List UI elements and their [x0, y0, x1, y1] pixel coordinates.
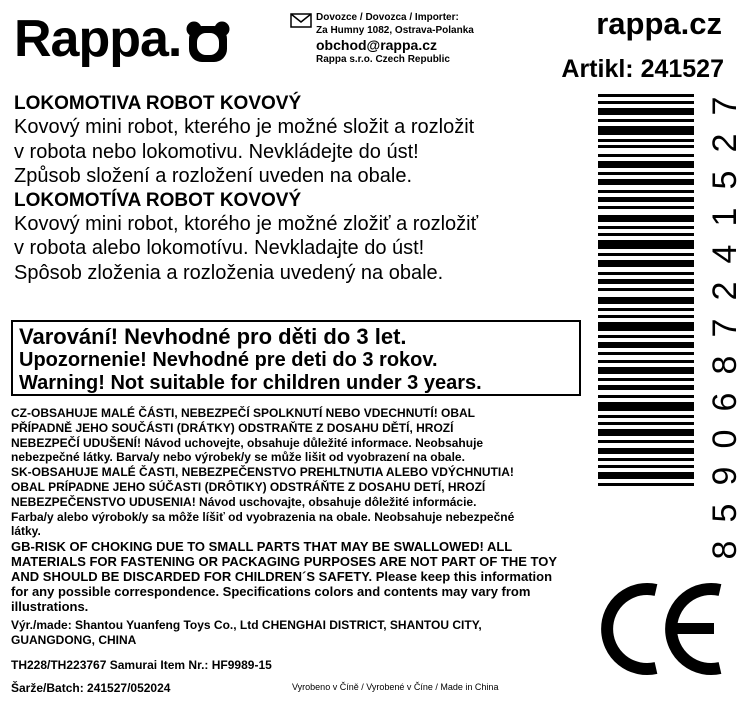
website: rappa.cz	[596, 6, 722, 41]
logo-text: Rappa.	[14, 10, 182, 68]
barcode-bar	[598, 145, 694, 148]
barcode-bar	[598, 108, 694, 115]
batch-number: Šarže/Batch: 241527/052024	[11, 681, 171, 695]
article-number: Artikl: 241527	[561, 55, 724, 83]
barcode-bar	[598, 215, 694, 222]
barcode-bar	[598, 385, 694, 390]
safety-line: AND SHOULD BE DISCARDED FOR CHILDREN´S SAFETY. Please keep this information	[11, 569, 553, 585]
barcode-bar	[598, 154, 694, 157]
item-number: TH228/TH223767 Samurai Item Nr.: HF9989-15	[11, 658, 272, 672]
cz-title: LOKOMOTIVA ROBOT KOVOVÝ	[14, 93, 302, 114]
safety-line: PŘÍPADNĚ JEHO SOUČÁSTI (DRÁTKY) ODSTRAŇTE Z DOSAHU DĚTÍ, HROZÍ	[11, 420, 454, 435]
barcode-digit: 1	[706, 207, 744, 227]
barcode-bar	[598, 172, 694, 175]
barcode-bar	[598, 94, 694, 97]
barcode-bar	[598, 402, 694, 411]
made-in-text: Vyrobeno v Číně / Vyrobené v Číne / Made in China	[292, 682, 499, 692]
importer-company: Rappa s.r.o. Czech Republic	[316, 54, 450, 65]
barcode-bar	[598, 483, 694, 486]
barcode-bar	[598, 288, 694, 291]
safety-line: illustrations.	[11, 599, 89, 615]
importer-address: Za Humny 1082, Ostrava-Polanka	[316, 24, 474, 36]
sk-title: LOKOMOTÍVA ROBOT KOVOVÝ	[14, 189, 302, 211]
safety-line: SK-OBSAHUJE MALÉ ČASTI, NEBEZPEČENSTVO PREHLTNUTIA ALEBO VDÝCHNUTIA!	[11, 465, 514, 480]
cz-line: Způsob složení a rozložení uveden na obale.	[14, 165, 413, 187]
age-warning-box	[11, 320, 581, 396]
warning-sk: Upozornenie! Nevhodné pre deti do 3 rokov.	[19, 349, 438, 371]
safety-line: CZ-OBSAHUJE MALÉ ČÁSTI, NEBEZPEČÍ SPOLKNUTÍ NEBO VDECHNUTÍ! OBAL	[11, 406, 476, 420]
envelope-icon	[290, 13, 312, 28]
barcode-bar	[598, 367, 694, 374]
sk-line: v robota alebo lokomotívu. Nevkladajte do úst!	[14, 237, 425, 259]
barcode-bar	[598, 197, 694, 202]
barcode-bar	[598, 206, 694, 209]
barcode-bar	[598, 297, 694, 304]
barcode-bar	[598, 126, 694, 135]
barcode-bar	[598, 233, 694, 236]
barcode-bar	[598, 472, 694, 479]
barcode-bar	[598, 240, 694, 249]
barcode	[598, 88, 696, 568]
cz-line: Kovový mini robot, kterého je možné složit a rozložit	[14, 116, 475, 138]
warning-en: Warning! Not suitable for children under 3 years.	[19, 372, 482, 394]
manufacturer-line: Výr./made: Shantou Yuanfeng Toys Co., Ltd CHENGHAI DISTRICT, SHANTOU CITY,	[11, 618, 482, 632]
importer-email: obchod@rappa.cz	[316, 37, 437, 53]
safety-line: OBAL PRÍPADNE JEHO SÚČASTI (DRÔTIKY) ODSTRÁŇTE Z DOSAHU DETÍ, HROZÍ	[11, 479, 486, 494]
safety-line: nebezpečné látky. Barva/y nebo výrobek/y se může lišit od vyobrazení na obale.	[11, 450, 465, 465]
barcode-bar	[598, 448, 694, 454]
barcode-digit: 5	[706, 503, 744, 523]
barcode-bar	[598, 458, 694, 461]
sk-line: Kovový mini robot, ktorého je možné zložiť a rozložiť	[14, 212, 479, 235]
cz-line: v robota nebo lokomotivu. Nevkládejte do úst!	[14, 140, 419, 163]
barcode-bar	[598, 352, 694, 355]
safety-line: NEBEZPEČENSTVO UDUSENIA! Návod uschovajte, obsahuje dôležité informácie.	[11, 494, 477, 509]
barcode-digit: 7	[706, 318, 744, 338]
barcode-bar	[598, 101, 694, 104]
barcode-bar	[598, 322, 694, 331]
safety-line: látky.	[11, 524, 41, 539]
barcode-bar	[598, 315, 694, 318]
barcode-bar	[598, 440, 694, 443]
barcode-bar	[598, 179, 694, 185]
barcode-bar	[598, 119, 694, 122]
barcode-digit: 8	[706, 540, 744, 559]
barcode-bar	[598, 272, 694, 275]
safety-line: GB-RISK OF CHOKING DUE TO SMALL PARTS THAT MAY BE SWALLOWED! ALL	[11, 539, 513, 555]
importer-label: Dovozce / Dovozca / Importer:	[316, 12, 459, 23]
ce-mark-icon	[598, 578, 728, 680]
barcode-digit: 2	[706, 281, 744, 301]
bear-face-icon	[185, 20, 231, 64]
barcode-bar	[598, 226, 694, 229]
barcode-bar	[598, 415, 694, 418]
product-description	[14, 92, 594, 285]
barcode-bar	[598, 279, 694, 284]
barcode-digits	[700, 88, 750, 568]
barcode-bar	[598, 308, 694, 311]
barcode-bar	[598, 360, 694, 363]
barcode-bar	[598, 260, 694, 267]
barcode-bar	[598, 335, 694, 338]
barcode-bar	[598, 465, 694, 468]
barcode-bar	[598, 139, 694, 142]
barcode-digit: 2	[706, 133, 744, 153]
importer-info	[290, 12, 530, 67]
barcode-digit: 0	[706, 429, 744, 449]
safety-line: Farba/y alebo výrobok/y sa môže líšiť od vyobrazenia na obale. Neobsahuje nebezpečné	[11, 509, 515, 524]
barcode-bar	[598, 190, 694, 193]
safety-line: NEBEZPEČÍ UDUŠENÍ! Návod uchovejte, obsahuje důležité informace. Neobsahuje	[11, 435, 484, 450]
barcode-bar	[598, 395, 694, 398]
manufacturer-line: GUANGDONG, CHINA	[11, 633, 137, 647]
sk-line: Spôsob zloženia a rozloženia uvedený na obale.	[14, 261, 444, 284]
barcode-bar	[598, 422, 694, 425]
warning-cz: Varování! Nevhodné pro děti do 3 let.	[19, 324, 407, 349]
barcode-bar	[598, 378, 694, 381]
barcode-bar	[598, 161, 694, 168]
safety-information	[11, 406, 596, 614]
barcode-digit: 9	[706, 466, 744, 486]
barcode-digit: 5	[706, 170, 744, 190]
barcode-bar	[598, 429, 694, 436]
manufacturer-info	[11, 618, 571, 648]
barcode-bar	[598, 253, 694, 256]
safety-line: for any possible correspondence. Specifications colors and contents may vary from	[11, 584, 531, 600]
barcode-bar	[598, 342, 694, 348]
barcode-digit: 8	[706, 355, 744, 375]
barcode-digit: 4	[706, 244, 744, 264]
rappa-logo	[14, 6, 231, 72]
barcode-digit: 7	[706, 97, 744, 116]
barcode-digit: 6	[706, 392, 744, 412]
safety-line: MATERIALS FOR FASTENING OR PACKAGING PURPOSES ARE NOT PART OF THE TOY	[11, 554, 558, 570]
